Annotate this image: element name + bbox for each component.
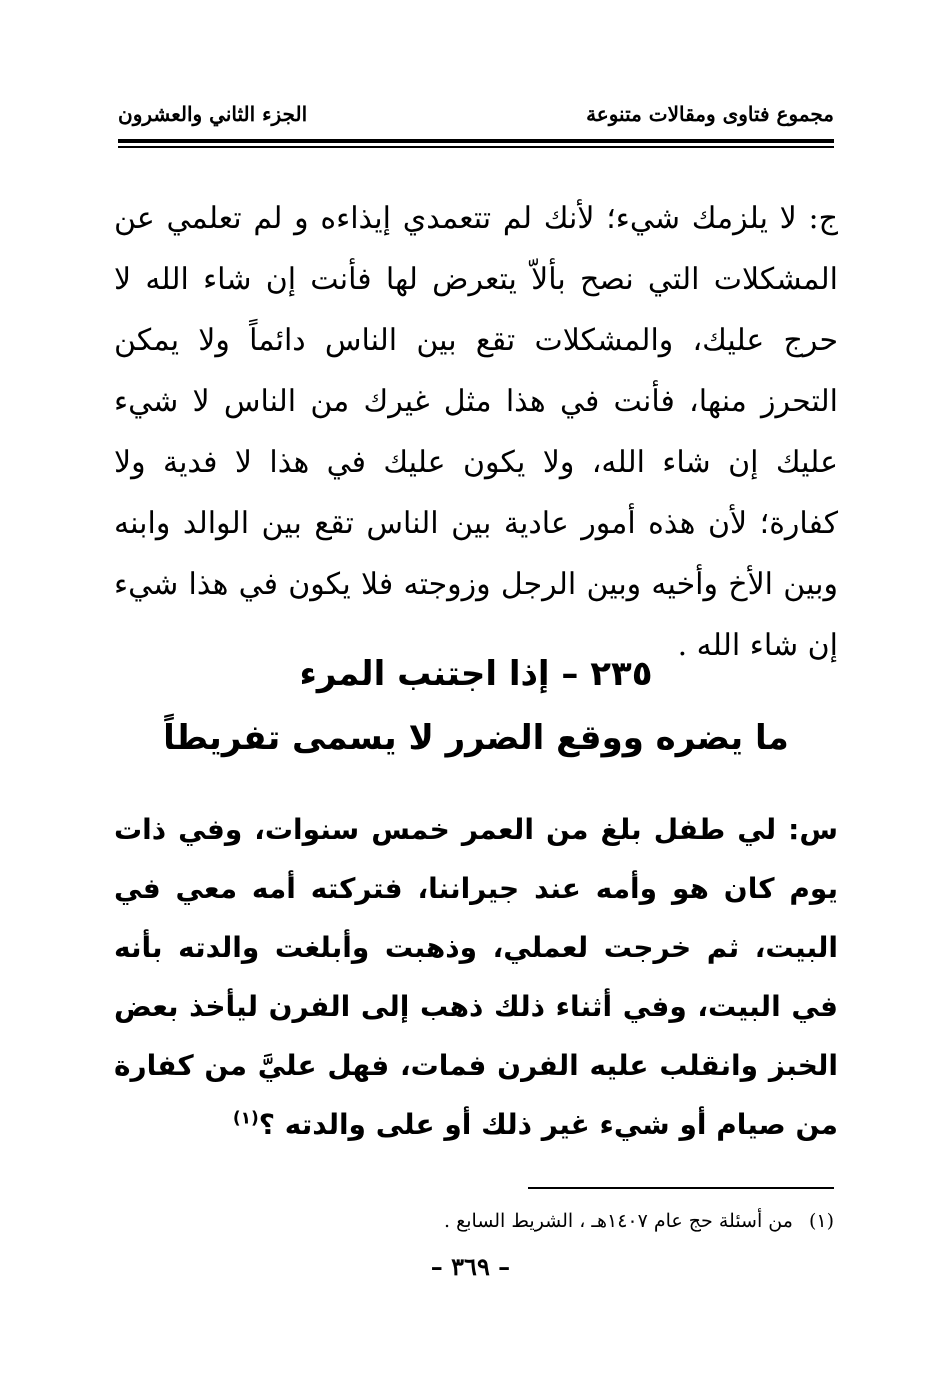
running-header [118,102,834,134]
footnote-number: (١) [808,1210,834,1232]
footnote-text: من أسئلة حج عام ١٤٠٧هـ ، الشريط السابع . [444,1210,793,1232]
question-paragraph [114,800,838,1154]
volume-title: الجزء الثاني والعشرون [118,102,308,126]
footnote-reference: (١) [232,1108,259,1129]
book-title: مجموع فتاوى ومقالات متنوعة [586,102,834,126]
answer-paragraph: ج: لا يلزمك شيء؛ لأنك لم تتعمدي إيذاءه و لم تعلمي عن المشكلات التي نصح بألاّ يتعرض لها فأنت إن شاء الله لا حرج عليك، والمشكلات تقع بين الناس دائماً ولا يمكن التحرز منها، فأنت في هذا مثل غيرك من الناس لا شيء عليك إن شاء الله، ولا يكون عليك في هذا لا فدية ولا كفارة؛ لأن هذه أمور عادية بين الناس تقع بين الوالد وابنه وبين الأخ وأخيه وبين الرجل وزوجته فلا يكون في هذا شيء إن شاء الله . [114,201,838,663]
header-rule-thin [118,146,834,148]
footnote [444,1210,834,1232]
page-number: – ٣٦٩ – [430,1252,511,1281]
fatwa-title-line-2: ما يضره ووقع الضرر لا يسمى تفريطاً [163,718,789,758]
footnote-separator [528,1187,834,1189]
question-text: س: لي طفل بلغ من العمر خمس سنوات، وفي ذات يوم كان هو وأمه عند جيراننا، فتركته أمه معي في البيت، ثم خرجت لعملي، وذهبت وأبلغت والدته بأنه في البيت، وفي أثناء ذلك ذهب إلى الفرن ليأخذ بعض الخبز وانقلب عليه الفرن فمات، فهل عليَّ من كفارة من صيام أو شيء غير ذلك أو على والدته ؟ [114,813,838,1141]
fatwa-title-line-1: ٢٣٥ – إذا اجتنب المرء [299,654,653,694]
fatwa-title [114,642,838,770]
header-rule-thick [118,139,834,143]
